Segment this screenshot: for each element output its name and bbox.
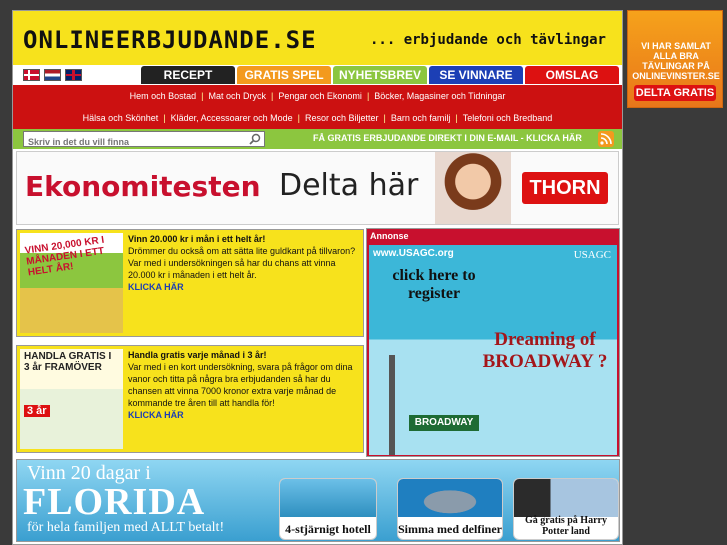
offer-1-link[interactable]: KLICKA HÄR (128, 282, 184, 292)
main-tabs (141, 66, 619, 84)
category-link-resor[interactable]: Resor och Biljetter (304, 113, 379, 123)
banner-cta: Delta här (279, 168, 419, 203)
street-pole (389, 355, 395, 455)
offer-1-image[interactable] (20, 233, 123, 333)
advertisement (366, 228, 620, 457)
site-header (13, 11, 622, 65)
ad-headline: Dreaming of BROADWAY ? (482, 329, 608, 372)
newsletter-promo-link[interactable]: FÅ GRATIS ERBJUDANDE DIREKT I DIN E-MAIL - KLICKA HÄR (313, 133, 582, 143)
tab-omslag[interactable]: OMSLAG (525, 66, 619, 84)
offer-2-text: Var med i en kort undersökning, svara på frågor om dina vanor och titta på några bra erbjudanden så har du chansen att vinna 7000 kronor extra varje månad de kommande tre åren till att handla för! (128, 362, 353, 408)
side-ad-text: VI HAR SAMLAT ALLA BRA TÄVLINGAR PÅ ONLINEVINSTER.SE (632, 41, 720, 81)
search-input[interactable] (24, 135, 243, 149)
florida-banner[interactable] (16, 459, 620, 542)
ekonomitesten-banner[interactable] (16, 151, 619, 225)
offer-card-2 (16, 345, 364, 453)
danish-flag-icon[interactable] (23, 69, 40, 81)
category-link-telefoni[interactable]: Telefoni och Bredband (462, 113, 553, 123)
florida-card-harry-potter (513, 478, 619, 540)
category-link-barn[interactable]: Barn och familj (390, 113, 451, 123)
offer-2-body (128, 349, 359, 421)
category-link-hem-bostad[interactable]: Hem och Bostad (129, 91, 197, 101)
tab-gratis-spel[interactable]: GRATIS SPEL (237, 66, 331, 84)
language-flags (23, 69, 82, 81)
florida-win-text: Vinn 20 dagar i (27, 462, 151, 484)
florida-card-hotel-caption: 4-stjärnigt hotell (285, 522, 371, 536)
broadway-street-sign: BROADWAY (409, 415, 479, 431)
onlinevinster-side-ad[interactable] (627, 10, 723, 108)
search-box (23, 131, 265, 147)
offer-card-1 (16, 229, 364, 337)
category-link-bocker[interactable]: Böcker, Magasiner och Tidningar (374, 91, 506, 101)
florida-card-harry-potter-caption: Gå gratis på Harry Potter land (525, 515, 607, 537)
harry-potter-image (514, 479, 618, 517)
offer-2-title[interactable]: Handla gratis varje månad i 3 år! (128, 350, 267, 360)
offer-2-image-badge: 3 år (24, 405, 50, 417)
dutch-flag-icon[interactable] (44, 69, 61, 81)
category-link-pengar-ekonomi[interactable]: Pengar och Ekonomi (278, 91, 362, 101)
tab-recept[interactable]: RECEPT (141, 66, 235, 84)
broadway-ad-image[interactable] (369, 245, 617, 455)
offer-2-image-caption: HANDLA GRATIS I 3 år FRAMÖVER (24, 351, 112, 373)
category-link-klader[interactable]: Kläder, Accessoarer och Mode (170, 113, 293, 123)
florida-card-hotel (279, 478, 377, 540)
page-container (12, 10, 623, 545)
florida-card-dolphins-caption: Simma med delfiner (398, 522, 502, 536)
rss-icon[interactable] (598, 131, 614, 147)
offer-2-link[interactable]: KLICKA HÄR (128, 410, 184, 420)
category-link-halsa[interactable]: Hälsa och Skönhet (82, 113, 159, 123)
category-nav-row-1: Hem och Bostad | Mat och Dryck | Pengar och Ekonomi | Böcker, Magasiner och Tidningar (13, 85, 622, 107)
florida-subtitle: för hela familjen med ALLT betalt! (27, 520, 225, 535)
florida-title: FLORIDA (23, 481, 206, 523)
site-logo[interactable]: ONLINEERBJUDANDE.SE (23, 26, 317, 54)
thorn-logo: THORN (522, 172, 608, 204)
dolphin-image (398, 479, 502, 517)
offer-1-image-caption: VINN 20,000 KR I MÅNADEN I ETT HELT ÅR! (24, 234, 105, 279)
delta-gratis-button[interactable]: DELTA GRATIS (635, 87, 715, 99)
offer-1-title[interactable]: Vinn 20.000 kr i mån i ett helt år! (128, 234, 266, 244)
category-nav (13, 85, 622, 129)
offer-1-body (128, 233, 359, 293)
tab-se-vinnare[interactable]: SE VINNARE (429, 66, 523, 84)
category-link-mat-dryck[interactable]: Mat och Dryck (208, 91, 267, 101)
tab-nyhetsbrev[interactable]: NYHETSBREV (333, 66, 427, 84)
category-nav-row-2: Hälsa och Skönhet | Kläder, Accessoarer och Mode | Resor och Biljetter | Barn och familj | Telefoni och Bredband (13, 107, 622, 129)
site-tagline: ... erbjudande och tävlingar (369, 32, 606, 48)
ad-register-cta: click here to register (392, 267, 476, 302)
hotel-image (280, 479, 376, 517)
ad-label: Annonse (370, 231, 409, 241)
search-icon[interactable] (248, 133, 262, 145)
offer-1-text: Drömmer du också om att sätta lite guldkant på tillvaron? Var med i undersökningen så har du chans att vinna 20.000 kr i månaden i ett helt år. (128, 246, 356, 280)
ad-url: www.USAGC.org (373, 248, 454, 259)
banner-title: Ekonomitesten (25, 170, 261, 203)
banner-woman-image (435, 152, 511, 225)
search-bar (13, 129, 622, 149)
ad-brand: USAGC (573, 249, 611, 261)
british-flag-icon[interactable] (65, 69, 82, 81)
florida-card-dolphins (397, 478, 503, 540)
offer-2-image[interactable] (20, 349, 123, 449)
